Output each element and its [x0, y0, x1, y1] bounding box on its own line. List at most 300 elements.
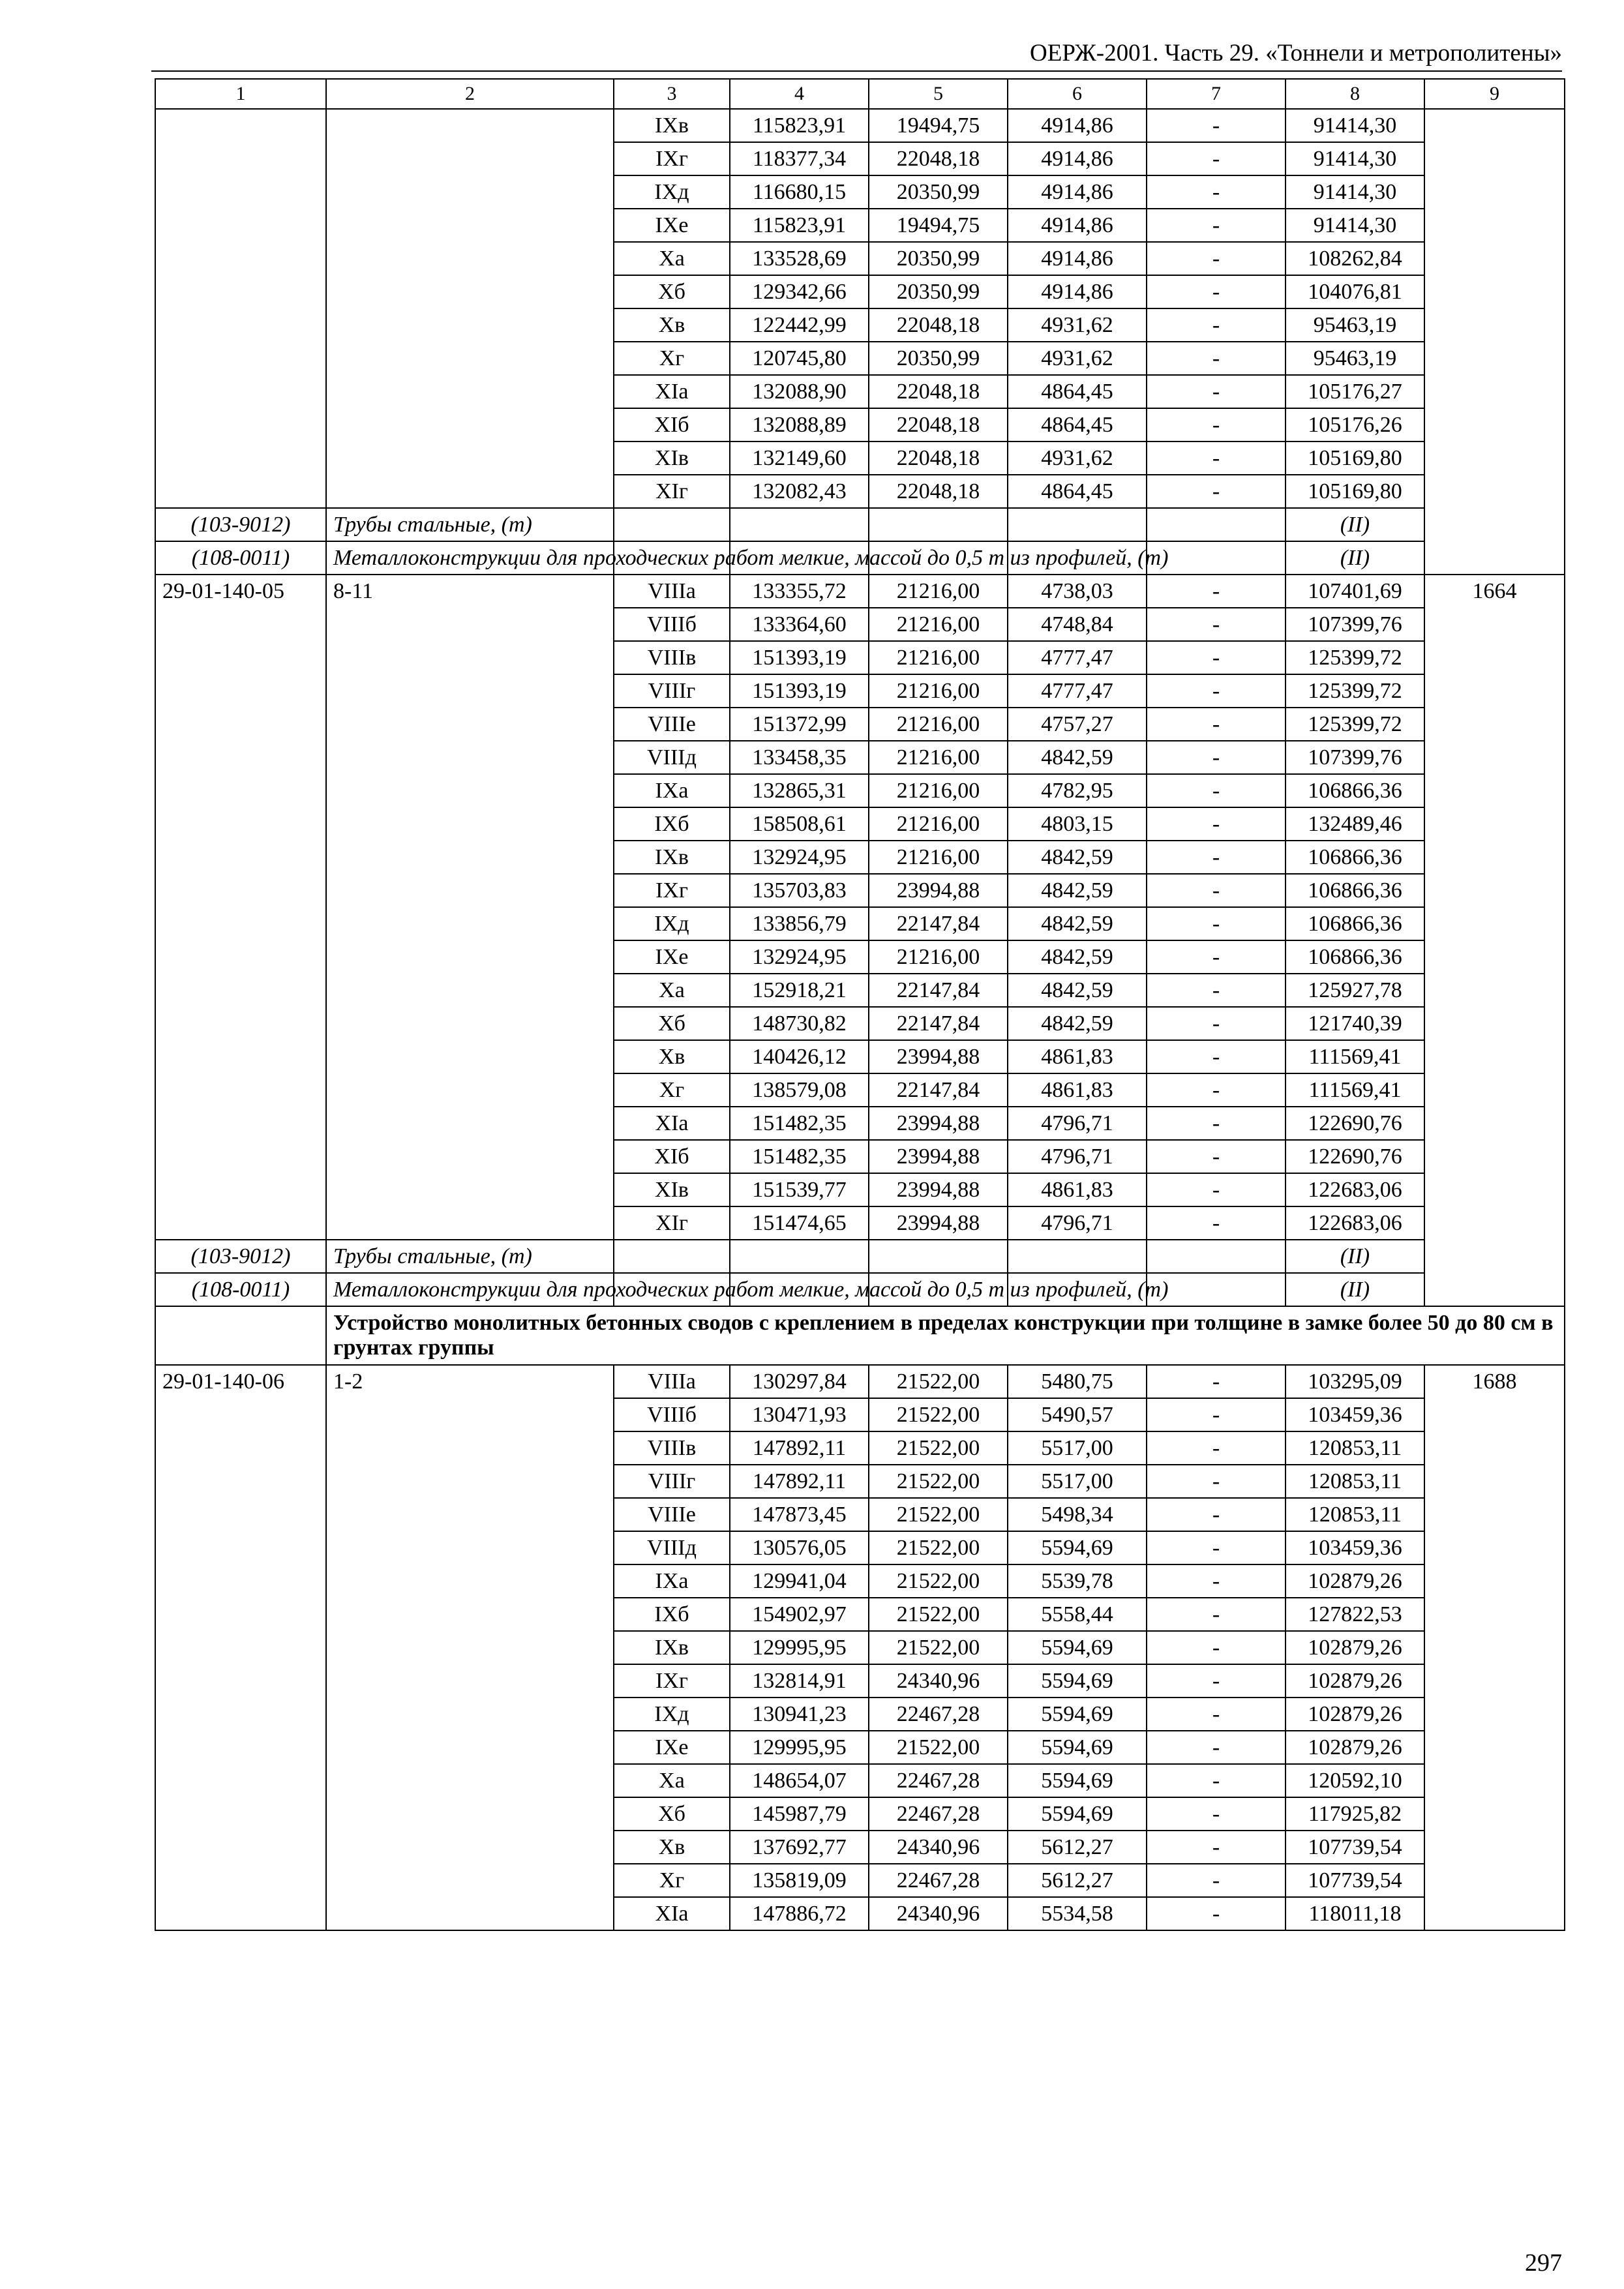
- value-cell: 121740,39: [1286, 1007, 1424, 1040]
- header-rule: [151, 70, 1562, 72]
- value-cell: 24340,96: [869, 1831, 1008, 1864]
- value-cell: Xб: [614, 275, 730, 308]
- value-cell: IXв: [614, 1631, 730, 1664]
- material-code: (108-0011): [155, 1273, 326, 1306]
- value-cell: 22048,18: [869, 475, 1008, 508]
- value-cell: 125927,78: [1286, 974, 1424, 1007]
- value-cell: VIIIг: [614, 674, 730, 708]
- value-cell: -: [1147, 1564, 1286, 1598]
- value-cell: 104076,81: [1286, 275, 1424, 308]
- value-cell: -: [1147, 1631, 1286, 1664]
- value-cell: -: [1147, 1365, 1286, 1398]
- value-cell: 158508,61: [730, 807, 869, 841]
- value-cell: XIв: [614, 1173, 730, 1206]
- value-cell: 23994,88: [869, 1107, 1008, 1140]
- value-cell: -: [1147, 242, 1286, 275]
- value-cell: -: [1147, 807, 1286, 841]
- column-number: 4: [730, 79, 869, 109]
- value-cell: Xа: [614, 974, 730, 1007]
- value-cell: Xв: [614, 1831, 730, 1864]
- name-cell: 8-11: [326, 575, 614, 1240]
- value-cell: 122442,99: [730, 308, 869, 342]
- value-cell: Xб: [614, 1797, 730, 1831]
- value-cell: 23994,88: [869, 1206, 1008, 1240]
- value-cell: VIIIа: [614, 575, 730, 608]
- value-cell: -: [1147, 1040, 1286, 1073]
- table-body: [155, 79, 1565, 1930]
- value-cell: 21522,00: [869, 1431, 1008, 1465]
- value-cell: 21216,00: [869, 807, 1008, 841]
- value-cell: 4842,59: [1008, 940, 1147, 974]
- value-cell: 133458,35: [730, 741, 869, 774]
- value-cell: 147886,72: [730, 1897, 869, 1930]
- value-cell: 120745,80: [730, 342, 869, 375]
- value-cell: 4777,47: [1008, 674, 1147, 708]
- value-cell: 125399,72: [1286, 641, 1424, 674]
- value-cell: 115823,91: [730, 209, 869, 242]
- value-cell: 106866,36: [1286, 774, 1424, 807]
- value-cell: -: [1147, 1173, 1286, 1206]
- value-cell: 4842,59: [1008, 974, 1147, 1007]
- value-cell: 147892,11: [730, 1465, 869, 1498]
- empty-cell: [614, 1240, 730, 1273]
- value-cell: 22048,18: [869, 142, 1008, 175]
- material-row: [155, 508, 1565, 541]
- value-cell: 4738,03: [1008, 575, 1147, 608]
- value-cell: -: [1147, 209, 1286, 242]
- value-cell: 4914,86: [1008, 242, 1147, 275]
- value-cell: -: [1147, 1531, 1286, 1564]
- value-cell: 132924,95: [730, 940, 869, 974]
- value-cell: 21216,00: [869, 774, 1008, 807]
- column-number: 2: [326, 79, 614, 109]
- value-cell: 22467,28: [869, 1698, 1008, 1731]
- value-cell: Xб: [614, 1007, 730, 1040]
- value-cell: 5490,57: [1008, 1398, 1147, 1431]
- value-cell: 5594,69: [1008, 1631, 1147, 1664]
- value-cell: 4748,84: [1008, 608, 1147, 641]
- value-cell: 19494,75: [869, 209, 1008, 242]
- value-cell: 107739,54: [1286, 1831, 1424, 1864]
- value-cell: 21522,00: [869, 1365, 1008, 1398]
- value-cell: VIIIд: [614, 1531, 730, 1564]
- empty-cell: [869, 508, 1008, 541]
- value-cell: XIб: [614, 1140, 730, 1173]
- extra-cell: 1664: [1424, 575, 1565, 1306]
- value-cell: 133856,79: [730, 907, 869, 940]
- empty-cell: [730, 1240, 869, 1273]
- value-cell: 21522,00: [869, 1598, 1008, 1631]
- value-cell: 103459,36: [1286, 1531, 1424, 1564]
- value-cell: 122690,76: [1286, 1140, 1424, 1173]
- material-class: (II): [1286, 541, 1424, 575]
- value-cell: 4864,45: [1008, 475, 1147, 508]
- value-cell: 102879,26: [1286, 1731, 1424, 1764]
- value-cell: 130576,05: [730, 1531, 869, 1564]
- value-cell: 129941,04: [730, 1564, 869, 1598]
- value-cell: 120853,11: [1286, 1498, 1424, 1531]
- value-cell: 21216,00: [869, 940, 1008, 974]
- value-cell: -: [1147, 841, 1286, 874]
- value-cell: 4842,59: [1008, 841, 1147, 874]
- column-number: 1: [155, 79, 326, 109]
- value-cell: VIIIа: [614, 1365, 730, 1398]
- value-cell: 21216,00: [869, 641, 1008, 674]
- value-cell: 5612,27: [1008, 1864, 1147, 1897]
- value-cell: IXа: [614, 774, 730, 807]
- value-cell: 111569,41: [1286, 1040, 1424, 1073]
- value-cell: 5498,34: [1008, 1498, 1147, 1531]
- empty-cell: [614, 508, 730, 541]
- value-cell: -: [1147, 1731, 1286, 1764]
- value-cell: 5594,69: [1008, 1797, 1147, 1831]
- value-cell: -: [1147, 1398, 1286, 1431]
- value-cell: 21216,00: [869, 841, 1008, 874]
- value-cell: 5517,00: [1008, 1431, 1147, 1465]
- value-cell: 106866,36: [1286, 940, 1424, 974]
- value-cell: 115823,91: [730, 109, 869, 142]
- code-cell: 29-01-140-06: [155, 1365, 326, 1930]
- value-cell: 133355,72: [730, 575, 869, 608]
- material-class: (II): [1286, 508, 1424, 541]
- value-cell: -: [1147, 441, 1286, 475]
- value-cell: 120853,11: [1286, 1431, 1424, 1465]
- value-cell: -: [1147, 608, 1286, 641]
- value-cell: -: [1147, 1797, 1286, 1831]
- value-cell: 4864,45: [1008, 408, 1147, 441]
- value-cell: Xа: [614, 1764, 730, 1797]
- material-name: Металлоконструкции для проходческих работ мелкие, массой до 0,5 т из профилей, (т): [326, 1273, 614, 1306]
- value-cell: 132814,91: [730, 1664, 869, 1698]
- value-cell: 21216,00: [869, 674, 1008, 708]
- value-cell: 91414,30: [1286, 109, 1424, 142]
- value-cell: 106866,36: [1286, 874, 1424, 907]
- value-cell: 107399,76: [1286, 741, 1424, 774]
- value-cell: 102879,26: [1286, 1631, 1424, 1664]
- value-cell: 151482,35: [730, 1107, 869, 1140]
- value-cell: 22147,84: [869, 1007, 1008, 1040]
- value-cell: Xг: [614, 342, 730, 375]
- empty-cell: [730, 508, 869, 541]
- value-cell: 105176,27: [1286, 375, 1424, 408]
- value-cell: 22147,84: [869, 907, 1008, 940]
- value-cell: IXг: [614, 874, 730, 907]
- value-cell: 22048,18: [869, 308, 1008, 342]
- value-cell: 22048,18: [869, 441, 1008, 475]
- value-cell: 117925,82: [1286, 1797, 1424, 1831]
- value-cell: 21216,00: [869, 575, 1008, 608]
- value-cell: 20350,99: [869, 275, 1008, 308]
- value-cell: VIIIб: [614, 608, 730, 641]
- value-cell: 21522,00: [869, 1531, 1008, 1564]
- material-code: (108-0011): [155, 541, 326, 575]
- value-cell: 145987,79: [730, 1797, 869, 1831]
- value-cell: XIг: [614, 1206, 730, 1240]
- value-cell: 132924,95: [730, 841, 869, 874]
- value-cell: 24340,96: [869, 1897, 1008, 1930]
- value-cell: -: [1147, 1465, 1286, 1498]
- value-cell: 4864,45: [1008, 375, 1147, 408]
- value-cell: 5612,27: [1008, 1831, 1147, 1864]
- value-cell: 108262,84: [1286, 242, 1424, 275]
- empty-cell: [1008, 1240, 1147, 1273]
- value-cell: 22467,28: [869, 1864, 1008, 1897]
- value-cell: VIIIб: [614, 1398, 730, 1431]
- value-cell: 4803,15: [1008, 807, 1147, 841]
- value-cell: 132865,31: [730, 774, 869, 807]
- value-cell: 152918,21: [730, 974, 869, 1007]
- section-title: Устройство монолитных бетонных сводов с креплением в пределах конструкции при толщине в замке более 50 до 80 см в грунтах группы: [326, 1306, 1565, 1365]
- value-cell: -: [1147, 142, 1286, 175]
- value-cell: 147873,45: [730, 1498, 869, 1531]
- value-cell: -: [1147, 408, 1286, 441]
- value-cell: IXг: [614, 1664, 730, 1698]
- value-cell: 132149,60: [730, 441, 869, 475]
- material-name: Трубы стальные, (т): [326, 508, 614, 541]
- value-cell: 111569,41: [1286, 1073, 1424, 1107]
- value-cell: 5539,78: [1008, 1564, 1147, 1598]
- column-number: 9: [1424, 79, 1565, 109]
- value-cell: 4842,59: [1008, 874, 1147, 907]
- value-cell: 130297,84: [730, 1365, 869, 1398]
- value-cell: 20350,99: [869, 175, 1008, 209]
- value-cell: 138579,08: [730, 1073, 869, 1107]
- value-cell: 107401,69: [1286, 575, 1424, 608]
- empty-cell: [1147, 508, 1286, 541]
- value-cell: 132088,90: [730, 375, 869, 408]
- value-cell: 102879,26: [1286, 1698, 1424, 1731]
- value-cell: 22147,84: [869, 1073, 1008, 1107]
- value-cell: 21216,00: [869, 708, 1008, 741]
- value-cell: 23994,88: [869, 1173, 1008, 1206]
- material-code: (103-9012): [155, 1240, 326, 1273]
- value-cell: 23994,88: [869, 1040, 1008, 1073]
- value-cell: -: [1147, 874, 1286, 907]
- value-cell: -: [1147, 1698, 1286, 1731]
- value-cell: -: [1147, 1206, 1286, 1240]
- price-table: [155, 78, 1565, 1931]
- value-cell: -: [1147, 1897, 1286, 1930]
- value-cell: 4914,86: [1008, 275, 1147, 308]
- value-cell: 102879,26: [1286, 1664, 1424, 1698]
- value-cell: 21522,00: [869, 1564, 1008, 1598]
- value-cell: 130471,93: [730, 1398, 869, 1431]
- value-cell: 20350,99: [869, 242, 1008, 275]
- value-cell: 151482,35: [730, 1140, 869, 1173]
- value-cell: 95463,19: [1286, 308, 1424, 342]
- value-cell: -: [1147, 708, 1286, 741]
- name-cell: [326, 109, 614, 508]
- value-cell: 132082,43: [730, 475, 869, 508]
- value-cell: 4842,59: [1008, 907, 1147, 940]
- value-cell: 4757,27: [1008, 708, 1147, 741]
- value-cell: 151474,65: [730, 1206, 869, 1240]
- value-cell: -: [1147, 974, 1286, 1007]
- value-cell: 4782,95: [1008, 774, 1147, 807]
- value-cell: 4861,83: [1008, 1173, 1147, 1206]
- value-cell: -: [1147, 774, 1286, 807]
- extra-cell: [1424, 109, 1565, 575]
- value-cell: 4861,83: [1008, 1073, 1147, 1107]
- name-cell: 1-2: [326, 1365, 614, 1930]
- value-cell: 133528,69: [730, 242, 869, 275]
- column-number: 5: [869, 79, 1008, 109]
- value-cell: 105169,80: [1286, 441, 1424, 475]
- value-cell: -: [1147, 741, 1286, 774]
- value-cell: 22048,18: [869, 375, 1008, 408]
- value-cell: 21522,00: [869, 1398, 1008, 1431]
- empty-cell: [869, 1240, 1008, 1273]
- value-cell: IXд: [614, 907, 730, 940]
- value-cell: 154902,97: [730, 1598, 869, 1631]
- value-cell: 118011,18: [1286, 1897, 1424, 1930]
- value-cell: Xг: [614, 1864, 730, 1897]
- value-cell: XIв: [614, 441, 730, 475]
- value-cell: 107399,76: [1286, 608, 1424, 641]
- value-cell: 22467,28: [869, 1764, 1008, 1797]
- material-class: (II): [1286, 1240, 1424, 1273]
- value-cell: 151539,77: [730, 1173, 869, 1206]
- value-cell: 132088,89: [730, 408, 869, 441]
- value-cell: 147892,11: [730, 1431, 869, 1465]
- value-cell: 91414,30: [1286, 209, 1424, 242]
- page-header: ОЕРЖ-2001. Часть 29. «Тоннели и метрополитены»: [1030, 40, 1562, 67]
- value-cell: 151393,19: [730, 641, 869, 674]
- material-row: [155, 541, 1565, 575]
- value-cell: 91414,30: [1286, 175, 1424, 209]
- column-number: 6: [1008, 79, 1147, 109]
- value-cell: VIIIв: [614, 641, 730, 674]
- material-row: [155, 1273, 1565, 1306]
- section-spacer: [155, 1306, 326, 1365]
- value-cell: 135819,09: [730, 1864, 869, 1897]
- value-cell: -: [1147, 1598, 1286, 1631]
- value-cell: 5534,58: [1008, 1897, 1147, 1930]
- value-cell: -: [1147, 1073, 1286, 1107]
- value-cell: Xв: [614, 308, 730, 342]
- value-cell: IXе: [614, 209, 730, 242]
- value-cell: IXа: [614, 1564, 730, 1598]
- value-cell: 137692,77: [730, 1831, 869, 1864]
- code-cell: [155, 109, 326, 508]
- value-cell: IXг: [614, 142, 730, 175]
- value-cell: -: [1147, 375, 1286, 408]
- value-cell: VIIIд: [614, 741, 730, 774]
- value-cell: XIг: [614, 475, 730, 508]
- value-cell: 21216,00: [869, 741, 1008, 774]
- value-cell: 125399,72: [1286, 674, 1424, 708]
- value-cell: -: [1147, 575, 1286, 608]
- value-cell: 120853,11: [1286, 1465, 1424, 1498]
- value-cell: 5594,69: [1008, 1531, 1147, 1564]
- table-row: [155, 109, 1565, 142]
- value-cell: 105176,26: [1286, 408, 1424, 441]
- value-cell: 148730,82: [730, 1007, 869, 1040]
- value-cell: -: [1147, 342, 1286, 375]
- value-cell: 122683,06: [1286, 1206, 1424, 1240]
- value-cell: 140426,12: [730, 1040, 869, 1073]
- value-cell: 107739,54: [1286, 1864, 1424, 1897]
- value-cell: 120592,10: [1286, 1764, 1424, 1797]
- value-cell: 4777,47: [1008, 641, 1147, 674]
- value-cell: 4796,71: [1008, 1140, 1147, 1173]
- value-cell: 4842,59: [1008, 1007, 1147, 1040]
- value-cell: IXб: [614, 807, 730, 841]
- value-cell: 148654,07: [730, 1764, 869, 1797]
- value-cell: 21522,00: [869, 1631, 1008, 1664]
- value-cell: -: [1147, 308, 1286, 342]
- value-cell: 106866,36: [1286, 907, 1424, 940]
- value-cell: 105169,80: [1286, 475, 1424, 508]
- material-name: Металлоконструкции для проходческих работ мелкие, массой до 0,5 т из профилей, (т): [326, 541, 614, 575]
- value-cell: 129342,66: [730, 275, 869, 308]
- value-cell: IXд: [614, 1698, 730, 1731]
- value-cell: IXе: [614, 1731, 730, 1764]
- value-cell: 4914,86: [1008, 142, 1147, 175]
- value-cell: 5558,44: [1008, 1598, 1147, 1631]
- value-cell: -: [1147, 1007, 1286, 1040]
- empty-cell: [1147, 1240, 1286, 1273]
- value-cell: 22048,18: [869, 408, 1008, 441]
- value-cell: 102879,26: [1286, 1564, 1424, 1598]
- table-row: [155, 1365, 1565, 1398]
- value-cell: 4914,86: [1008, 175, 1147, 209]
- value-cell: 129995,95: [730, 1631, 869, 1664]
- value-cell: 21522,00: [869, 1731, 1008, 1764]
- value-cell: 22147,84: [869, 974, 1008, 1007]
- extra-cell: 1688: [1424, 1365, 1565, 1930]
- material-row: [155, 1240, 1565, 1273]
- value-cell: 151372,99: [730, 708, 869, 741]
- value-cell: Xв: [614, 1040, 730, 1073]
- material-name: Трубы стальные, (т): [326, 1240, 614, 1273]
- value-cell: 23994,88: [869, 874, 1008, 907]
- value-cell: VIIIг: [614, 1465, 730, 1498]
- value-cell: 21522,00: [869, 1498, 1008, 1531]
- value-cell: -: [1147, 175, 1286, 209]
- value-cell: 4931,62: [1008, 441, 1147, 475]
- value-cell: 118377,34: [730, 142, 869, 175]
- value-cell: 21216,00: [869, 608, 1008, 641]
- value-cell: 125399,72: [1286, 708, 1424, 741]
- value-cell: 22467,28: [869, 1797, 1008, 1831]
- value-cell: 5594,69: [1008, 1764, 1147, 1797]
- value-cell: -: [1147, 907, 1286, 940]
- value-cell: 23994,88: [869, 1140, 1008, 1173]
- value-cell: 5480,75: [1008, 1365, 1147, 1398]
- value-cell: 4861,83: [1008, 1040, 1147, 1073]
- value-cell: 106866,36: [1286, 841, 1424, 874]
- value-cell: IXб: [614, 1598, 730, 1631]
- value-cell: 132489,46: [1286, 807, 1424, 841]
- value-cell: -: [1147, 1107, 1286, 1140]
- column-number-row: [155, 79, 1565, 109]
- value-cell: -: [1147, 641, 1286, 674]
- value-cell: -: [1147, 940, 1286, 974]
- page-number: 297: [1525, 2249, 1562, 2277]
- column-number: 7: [1147, 79, 1286, 109]
- value-cell: 116680,15: [730, 175, 869, 209]
- value-cell: -: [1147, 109, 1286, 142]
- value-cell: 151393,19: [730, 674, 869, 708]
- value-cell: 133364,60: [730, 608, 869, 641]
- value-cell: -: [1147, 1664, 1286, 1698]
- value-cell: 21522,00: [869, 1465, 1008, 1498]
- table-row: [155, 575, 1565, 608]
- value-cell: 5594,69: [1008, 1698, 1147, 1731]
- value-cell: -: [1147, 1864, 1286, 1897]
- value-cell: 5517,00: [1008, 1465, 1147, 1498]
